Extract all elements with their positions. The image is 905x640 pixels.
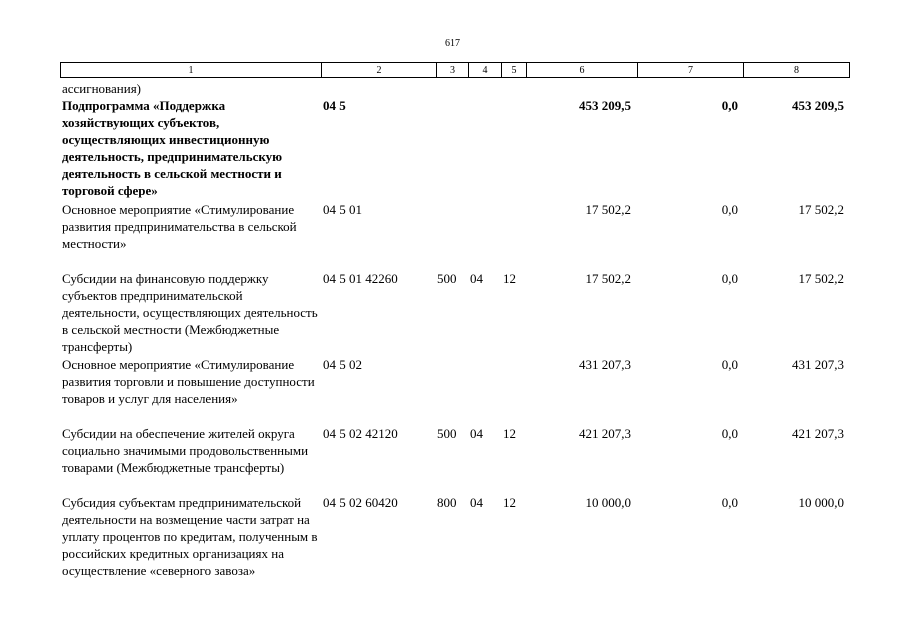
row-pr: 12 (503, 426, 516, 441)
row-code: 04 5 01 (323, 202, 362, 217)
row-amount-7: 0,0 (721, 495, 738, 510)
row-amount-8: 453 209,5 (792, 98, 844, 113)
row-code: 04 5 02 (323, 357, 362, 372)
row-name: Подпрограмма «Поддержка хозяйствующих субъектов, осуществляющих инвестиционную деятельность, предпринимательскую деятельность в сельской местности и торговой сфере» (62, 98, 283, 198)
header-col-8: 8 (744, 63, 850, 78)
header-col-7: 7 (638, 63, 744, 78)
page-number: 617 (445, 38, 460, 49)
row-amount-8: 431 207,3 (792, 357, 844, 372)
row-rz: 04 (470, 426, 483, 441)
row-pr: 12 (503, 495, 516, 510)
header-col-2: 2 (322, 63, 437, 78)
row-code: 04 5 01 42260 (323, 271, 398, 286)
row-amount-6: 431 207,3 (579, 357, 631, 372)
row-vr: 500 (437, 271, 457, 286)
column-number-header (60, 62, 850, 78)
header-col-6: 6 (527, 63, 638, 78)
header-col-4: 4 (469, 63, 502, 78)
row-code: 04 5 02 60420 (323, 495, 398, 510)
continued-text: ассигнования) (62, 81, 142, 96)
row-name: Основное мероприятие «Стимулирование развития торговли и повышение доступности товаров и услуг для населения» (62, 357, 315, 406)
row-amount-6: 17 502,2 (585, 271, 631, 286)
row-amount-7: 0,0 (721, 357, 738, 372)
row-amount-6: 10 000,0 (585, 495, 631, 510)
row-vr: 800 (437, 495, 457, 510)
row-code: 04 5 02 42120 (323, 426, 398, 441)
row-amount-6: 17 502,2 (585, 202, 631, 217)
row-code: 04 5 (323, 98, 346, 113)
row-amount-7: 0,0 (721, 426, 738, 441)
row-name: Субсидия субъектам предпринимательской деятельности на возмещение части затрат на уплату процентов по кредитам, полученным в российских кредитных организациях на осуществление «северного завоза» (62, 495, 318, 578)
row-amount-8: 421 207,3 (792, 426, 844, 441)
row-rz: 04 (470, 271, 483, 286)
row-vr: 500 (437, 426, 457, 441)
row-rz: 04 (470, 495, 483, 510)
row-pr: 12 (503, 271, 516, 286)
row-name: Основное мероприятие «Стимулирование развития предпринимательства в сельской местности» (62, 202, 297, 251)
row-amount-7: 0,0 (721, 202, 738, 217)
header-col-1: 1 (61, 63, 322, 78)
row-amount-6: 453 209,5 (579, 98, 631, 113)
row-amount-8: 17 502,2 (798, 271, 844, 286)
row-amount-8: 10 000,0 (798, 495, 844, 510)
row-name: Субсидии на финансовую поддержку субъектов предпринимательской деятельности, осуществляющих деятельность в сельской местности (Межбюджетные трансферты) (62, 271, 318, 354)
row-amount-8: 17 502,2 (798, 202, 844, 217)
row-name: Субсидии на обеспечение жителей округа социально значимыми продовольственными товарами (Межбюджетные трансферты) (62, 426, 309, 475)
row-amount-6: 421 207,3 (579, 426, 631, 441)
header-col-5: 5 (502, 63, 527, 78)
row-amount-7: 0,0 (721, 98, 738, 113)
header-col-3: 3 (437, 63, 469, 78)
row-amount-7: 0,0 (721, 271, 738, 286)
